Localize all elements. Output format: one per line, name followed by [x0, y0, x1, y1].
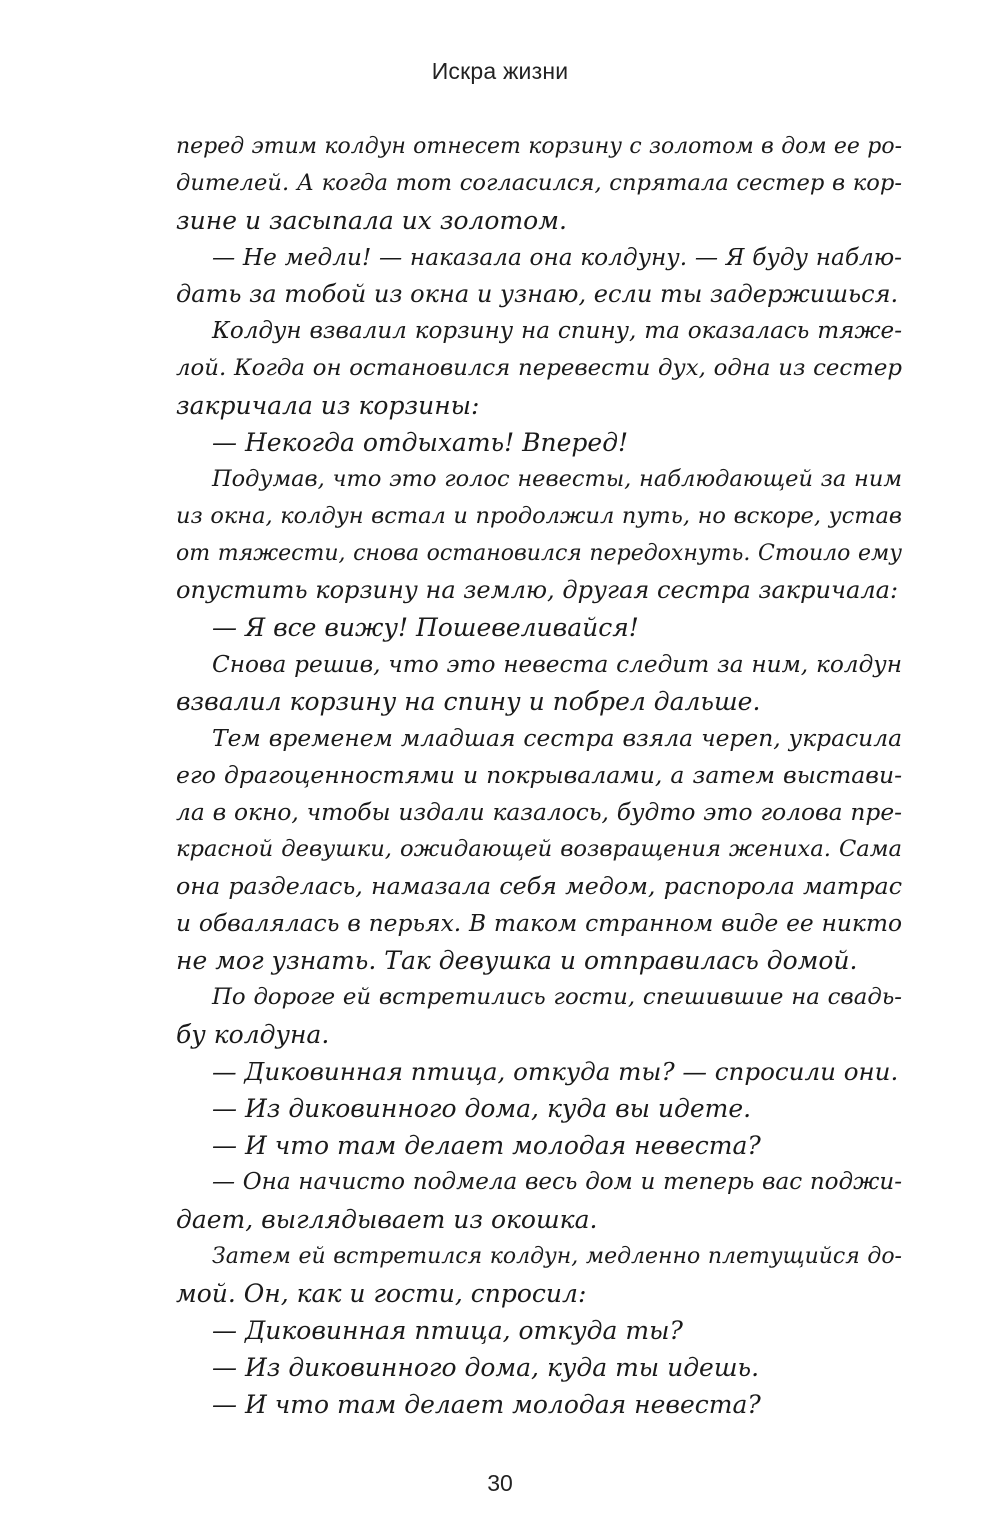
text-line: — Некогда отдыхать! Вперед!: [212, 428, 629, 457]
text-line: — Не медли! — наказала она колдуну. — Я буду наблю-: [212, 244, 902, 271]
text-line: зине и засыпала их золотом.: [176, 206, 567, 235]
text-line: Колдун взвалил корзину на спину, та оказалась тяже-: [212, 318, 902, 344]
text-line: не мог узнать. Так девушка и отправилась домой.: [176, 946, 858, 975]
text-line: взвалил корзину на спину и побрел дальше.: [176, 687, 761, 716]
text-line: дать за тобой из окна и узнаю, если ты задержишься.: [176, 280, 899, 308]
text-line: — Из диковинного дома, куда ты идешь.: [212, 1353, 760, 1382]
text-line: — Из диковинного дома, куда вы идете.: [212, 1094, 752, 1123]
text-line: закричала из корзины:: [176, 391, 480, 420]
text-line: опустить корзину на землю, другая сестра закричала:: [176, 576, 899, 604]
text-line: — И что там делает молодая невеста?: [212, 1390, 761, 1419]
text-line: По дороге ей встретились гости, спешившие на свадь-: [212, 984, 902, 1010]
page-number: 30: [487, 1470, 513, 1496]
text-line: бу колдуна.: [176, 1020, 330, 1049]
text-line: красной девушки, ожидающей возвращения жениха. Сама: [176, 836, 902, 862]
text-line: Затем ей встретился колдун, медленно плетущийся до-: [212, 1244, 902, 1269]
text-line: его драгоценностями и покрывалами, а затем выстави-: [176, 761, 902, 789]
text-line: от тяжести, снова остановился передохнуть. Стоило ему: [176, 541, 902, 566]
text-line: перед этим колдун отнесет корзину с золотом в дом ее ро-: [176, 134, 902, 159]
text-line: Тем временем младшая сестра взяла череп, украсила: [212, 724, 902, 752]
text-line: мой. Он, как и гости, спросил:: [176, 1279, 587, 1308]
text-line: — Она начисто подмела весь дом и теперь вас поджи-: [212, 1169, 902, 1195]
text-line: — Диковинная птица, откуда ты?: [212, 1316, 683, 1345]
running-title: Искра жизни: [431, 58, 569, 84]
body-text: [176, 128, 902, 1423]
text-line: лой. Когда он остановился перевести дух, одна из сестер: [176, 355, 902, 381]
text-line: дает, выглядывает из окошка.: [176, 1205, 598, 1234]
text-line: Подумав, что это голос невесты, наблюдающей за ним: [212, 466, 902, 492]
text-line: из окна, колдун встал и продолжил путь, но вскоре, устав: [176, 503, 902, 529]
text-line: Снова решив, что это невеста следит за ним, колдун: [212, 651, 902, 678]
text-line: ла в окно, чтобы издали казалось, будто это голова пре-: [176, 799, 902, 826]
text-line: — Я все вижу! Пошевеливайся!: [212, 613, 639, 642]
text-line: дителей. А когда тот согласился, спрятала сестер в кор-: [176, 170, 902, 196]
text-line: и обвалялась в перьях. В таком странном виде ее никто: [176, 909, 902, 937]
text-line: она разделась, намазала себя медом, распорола матрас: [176, 872, 902, 900]
text-line: — И что там делает молодая невеста?: [212, 1131, 761, 1160]
text-line: — Диковинная птица, откуда ты? — спросили они.: [212, 1057, 899, 1086]
